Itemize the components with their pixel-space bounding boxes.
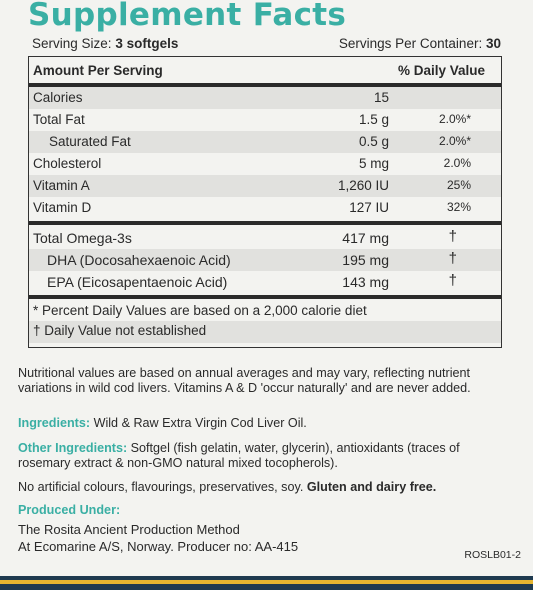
serving-size-value: 3 softgels — [115, 36, 179, 51]
table-row — [29, 87, 501, 109]
facts-panel — [28, 56, 502, 348]
servings-per-container — [339, 36, 501, 51]
footnote-percent-text: * Percent Daily Values are based on a 2,000 calorie diet — [33, 303, 367, 318]
nutrient-name: DHA (Docosahexaenoic Acid) — [47, 252, 231, 268]
producer-info: At Ecomarine A/S, Norway. Producer no: AA-415 — [18, 539, 299, 554]
other-ingredients — [18, 441, 513, 471]
nutrient-dv: 25% — [446, 178, 471, 192]
nutrient-amount: 143 mg — [342, 274, 389, 290]
table-row — [29, 249, 501, 271]
table-row — [29, 227, 501, 249]
nutrient-amount: 1.5 g — [358, 112, 389, 127]
table-row — [29, 197, 501, 219]
nutrient-name: Vitamin A — [33, 178, 90, 193]
daily-value-header: % Daily Value — [397, 63, 485, 78]
nutrient-amount: 1,260 IU — [337, 178, 389, 193]
nutrient-dv: 2.0%* — [438, 134, 471, 148]
serving-size — [32, 36, 178, 51]
nutrient-name: EPA (Eicosapentaenoic Acid) — [47, 274, 228, 290]
nutrient-name: Cholesterol — [33, 156, 102, 171]
table-row — [29, 153, 501, 175]
nutrient-amount: 417 mg — [342, 230, 389, 246]
ingredients — [18, 416, 513, 431]
produced-under-label: Produced Under: — [18, 503, 121, 517]
nutrient-amount: 15 — [373, 90, 389, 105]
footnote-dagger — [29, 321, 501, 343]
table-row — [29, 175, 501, 197]
nutrient-name: Total Omega-3s — [33, 230, 132, 246]
table-row — [29, 271, 501, 293]
table-row — [29, 131, 501, 153]
free-from — [18, 480, 513, 495]
other-ingredients-text: Softgel (fish gelatin, water, glycerin), antioxidants (traces of rosemary extract & non-GMO natural mixed tocopherols). — [18, 441, 460, 470]
nutrient-dv: † — [448, 228, 457, 245]
serving-size-label: Serving Size: — [32, 36, 112, 51]
no-artificial-text: No artificial colours, flavourings, preservatives, soy. — [18, 480, 307, 494]
serving-info — [28, 36, 505, 54]
nutrient-dv: † — [448, 272, 457, 289]
table-header — [29, 57, 501, 87]
bottom-stripe — [0, 580, 533, 584]
ingredients-label: Ingredients: — [18, 416, 91, 430]
produced-under — [18, 503, 513, 518]
label-code: ROSLB01-2 — [464, 549, 521, 561]
nutrient-name: Vitamin D — [33, 200, 92, 215]
nutrient-dv: 2.0% — [443, 156, 471, 170]
section-divider — [29, 295, 501, 299]
section-divider — [29, 221, 501, 225]
servings-per-container-label: Servings Per Container: — [338, 36, 483, 51]
nutrient-name: Calories — [33, 90, 83, 105]
servings-per-container-value: 30 — [485, 36, 501, 51]
nutrient-dv: 2.0%* — [438, 112, 471, 126]
table-row — [29, 109, 501, 131]
nutrient-amount: 5 mg — [358, 156, 389, 171]
nutrient-amount: 127 IU — [349, 200, 389, 215]
gluten-dairy-free: Gluten and dairy free. — [306, 480, 437, 494]
page-title: Supplement Facts — [28, 0, 347, 33]
other-ingredients-label: Other Ingredients: — [18, 441, 128, 455]
production-method: The Rosita Ancient Production Method — [18, 522, 240, 537]
nutrient-dv: † — [448, 250, 457, 267]
footnote-dagger-text: † Daily Value not established — [33, 323, 207, 338]
nutrient-name: Total Fat — [33, 112, 85, 127]
nutritional-note: Nutritional values are based on annual averages and may vary, reflecting nutrient variations in wild cod livers. Vitamins A & D 'occur naturally' and are never added. — [18, 366, 471, 395]
ingredients-text: Wild & Raw Extra Virgin Cod Liver Oil. — [90, 416, 307, 430]
nutrient-amount: 0.5 g — [358, 134, 389, 149]
amount-header: Amount Per Serving — [33, 63, 163, 78]
nutrient-name: Saturated Fat — [49, 134, 131, 149]
nutrient-amount: 195 mg — [342, 252, 389, 268]
footnote-percent — [29, 301, 501, 323]
nutrient-dv: 32% — [446, 200, 471, 214]
